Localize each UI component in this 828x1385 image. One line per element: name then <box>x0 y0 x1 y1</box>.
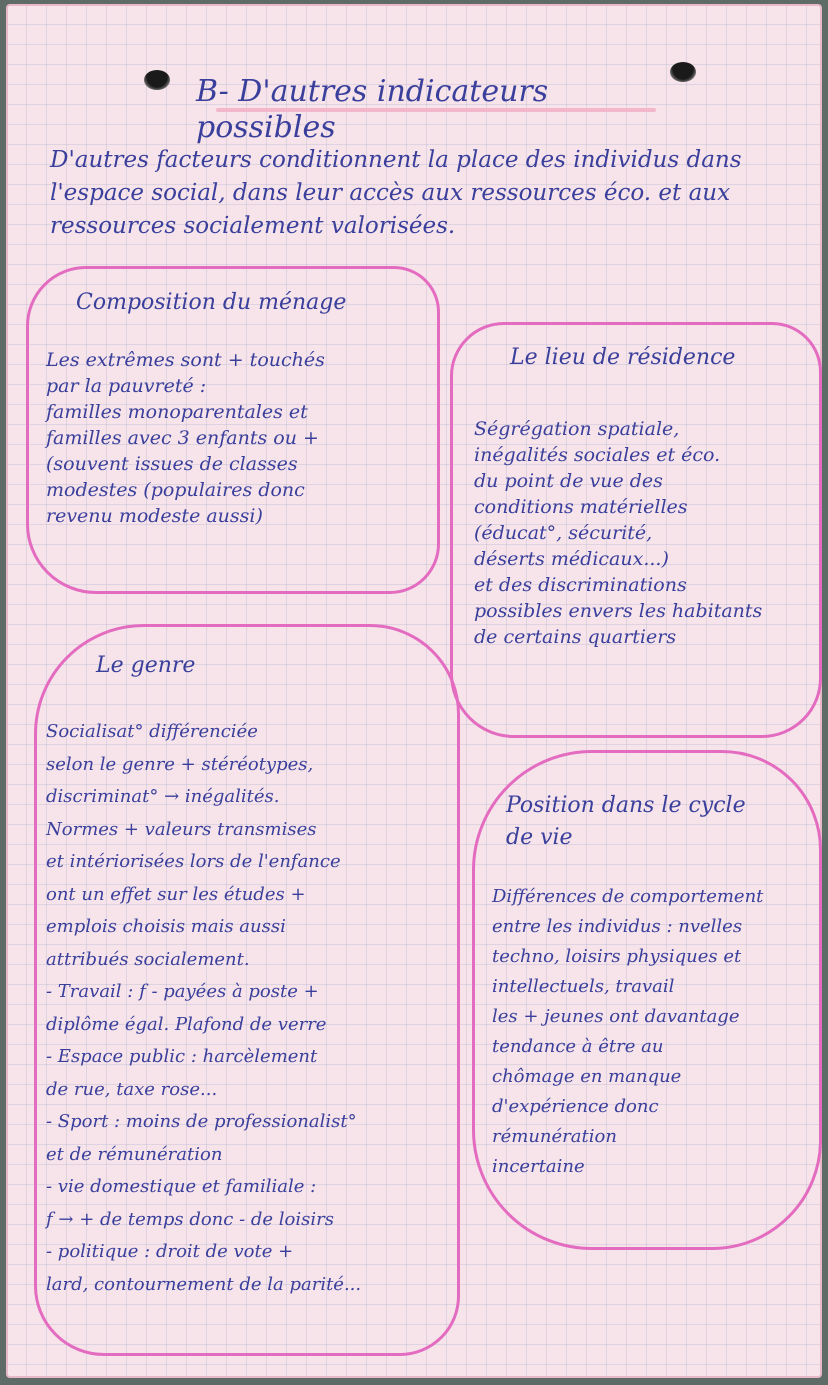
intro-paragraph: D'autres facteurs conditionnent la place des individus dans l'espace social, dans leur accès aux ressources éco. et aux ressources socialement valorisées. <box>50 147 742 239</box>
body-residence: Ségrégation spatiale, inégalités sociales et éco. du point de vue des conditions matérielles (éducat°, sécurité, déserts médicaux...) et des discriminations possibles envers les habitants de certains quartiers <box>474 418 763 648</box>
heading-genre: Le genre <box>96 653 196 678</box>
heading-menage: Composition du ménage <box>76 290 347 315</box>
body-genre: Socialisat° différenciée selon le genre + stéréotypes, discriminat° → inégalités. Normes + valeurs transmises et intériorisées lors de l'enfance ont un effet sur les études + emplois choisis mais aussi attribués socialement. - Travail : f - payées à poste + diplôme égal. Plafond de verre - Espace public : harcèlement de rue, taxe rose... - Sport : moins de professionalist° et de rémunération - vie domestique et familiale : f → + de temps donc - de loisirs - politique : droit de vote + lard, contournement de la parité... <box>46 721 362 1295</box>
heading-residence: Le lieu de résidence <box>510 345 736 370</box>
page-title: B- D'autres indicateurs possibles <box>196 74 549 145</box>
body-cycle: Différences de comportement entre les individus : nvelles techno, loisirs physiques et intellectuels, travail les + jeunes ont davantage tendance à être au chômage en manque d'expérience donc rémunération incertaine <box>492 886 764 1177</box>
binder-hole-left <box>144 70 170 90</box>
flashcard <box>6 4 822 1378</box>
heading-cycle: Position dans le cycle de vie <box>506 793 746 850</box>
body-menage: Les extrêmes sont + touchés par la pauvreté : familles monoparentales et familles avec 3 enfants ou + (souvent issues de classes modestes (populaires donc revenu modeste aussi) <box>46 349 325 527</box>
